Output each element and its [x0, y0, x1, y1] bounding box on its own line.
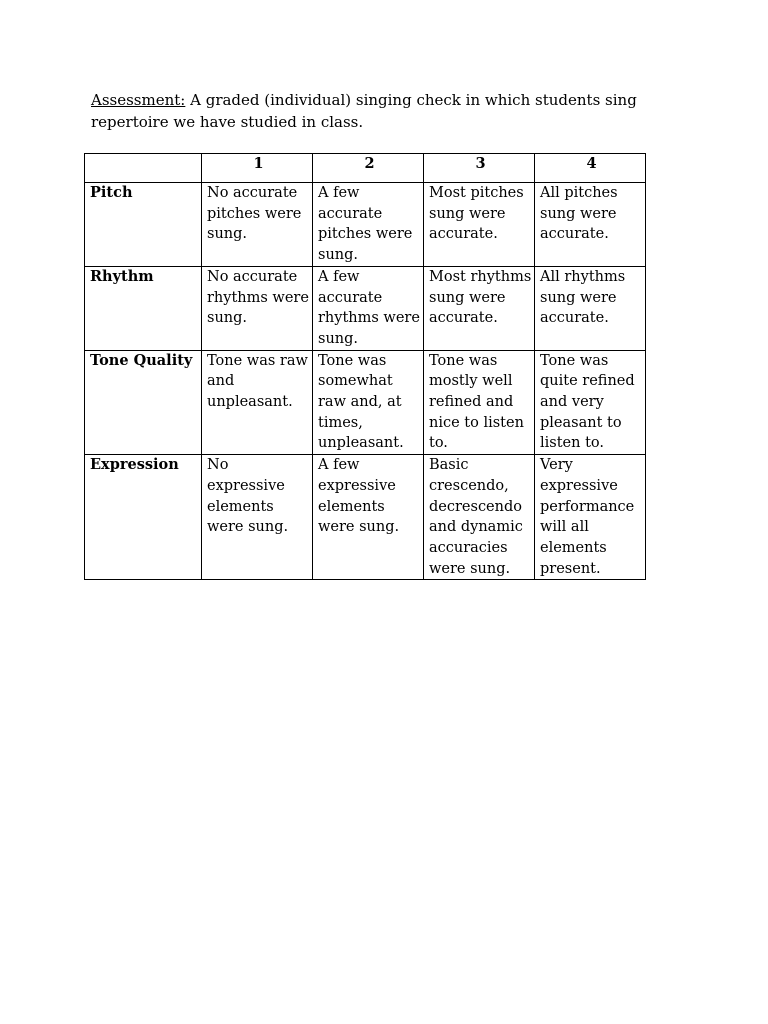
assessment-label: Assessment: [91, 91, 186, 109]
criterion-label: Expression [85, 455, 202, 580]
rubric-cell: No accurate pitches were sung. [202, 183, 313, 267]
rubric-cell: Most rhythms sung were accurate. [424, 266, 535, 350]
rubric-cell: Basic crescendo, decrescendo and dynamic accuracies were sung. [424, 455, 535, 580]
rubric-cell: Tone was quite refined and very pleasant to listen to. [535, 350, 646, 455]
rubric-row-expression [85, 455, 646, 580]
rubric-cell: No accurate rhythms were sung. [202, 266, 313, 350]
header-cell-score-3: 3 [424, 154, 535, 183]
criterion-label: Rhythm [85, 266, 202, 350]
rubric-cell: All rhythms sung were accurate. [535, 266, 646, 350]
rubric-cell: A few accurate rhythms were sung. [313, 266, 424, 350]
header-cell-empty [85, 154, 202, 183]
rubric-row-tone-quality [85, 350, 646, 455]
rubric-cell: Tone was somewhat raw and, at times, unpleasant. [313, 350, 424, 455]
criterion-label: Tone Quality [85, 350, 202, 455]
rubric-table [84, 153, 646, 580]
rubric-cell: All pitches sung were accurate. [535, 183, 646, 267]
rubric-row-pitch [85, 183, 646, 267]
assessment-description [91, 89, 651, 133]
rubric-cell: A few accurate pitches were sung. [313, 183, 424, 267]
rubric-cell: Most pitches sung were accurate. [424, 183, 535, 267]
header-cell-score-2: 2 [313, 154, 424, 183]
rubric-cell: A few expressive elements were sung. [313, 455, 424, 580]
header-cell-score-1: 1 [202, 154, 313, 183]
assessment-text: A graded (individual) singing check in which students sing repertoire we have studied in class. [91, 91, 637, 131]
rubric-cell: Tone was raw and unpleasant. [202, 350, 313, 455]
rubric-cell: Very expressive performance will all elements present. [535, 455, 646, 580]
rubric-cell: No expressive elements were sung. [202, 455, 313, 580]
header-cell-score-4: 4 [535, 154, 646, 183]
criterion-label: Pitch [85, 183, 202, 267]
rubric-row-rhythm [85, 266, 646, 350]
rubric-header-row [85, 154, 646, 183]
rubric-cell: Tone was mostly well refined and nice to listen to. [424, 350, 535, 455]
